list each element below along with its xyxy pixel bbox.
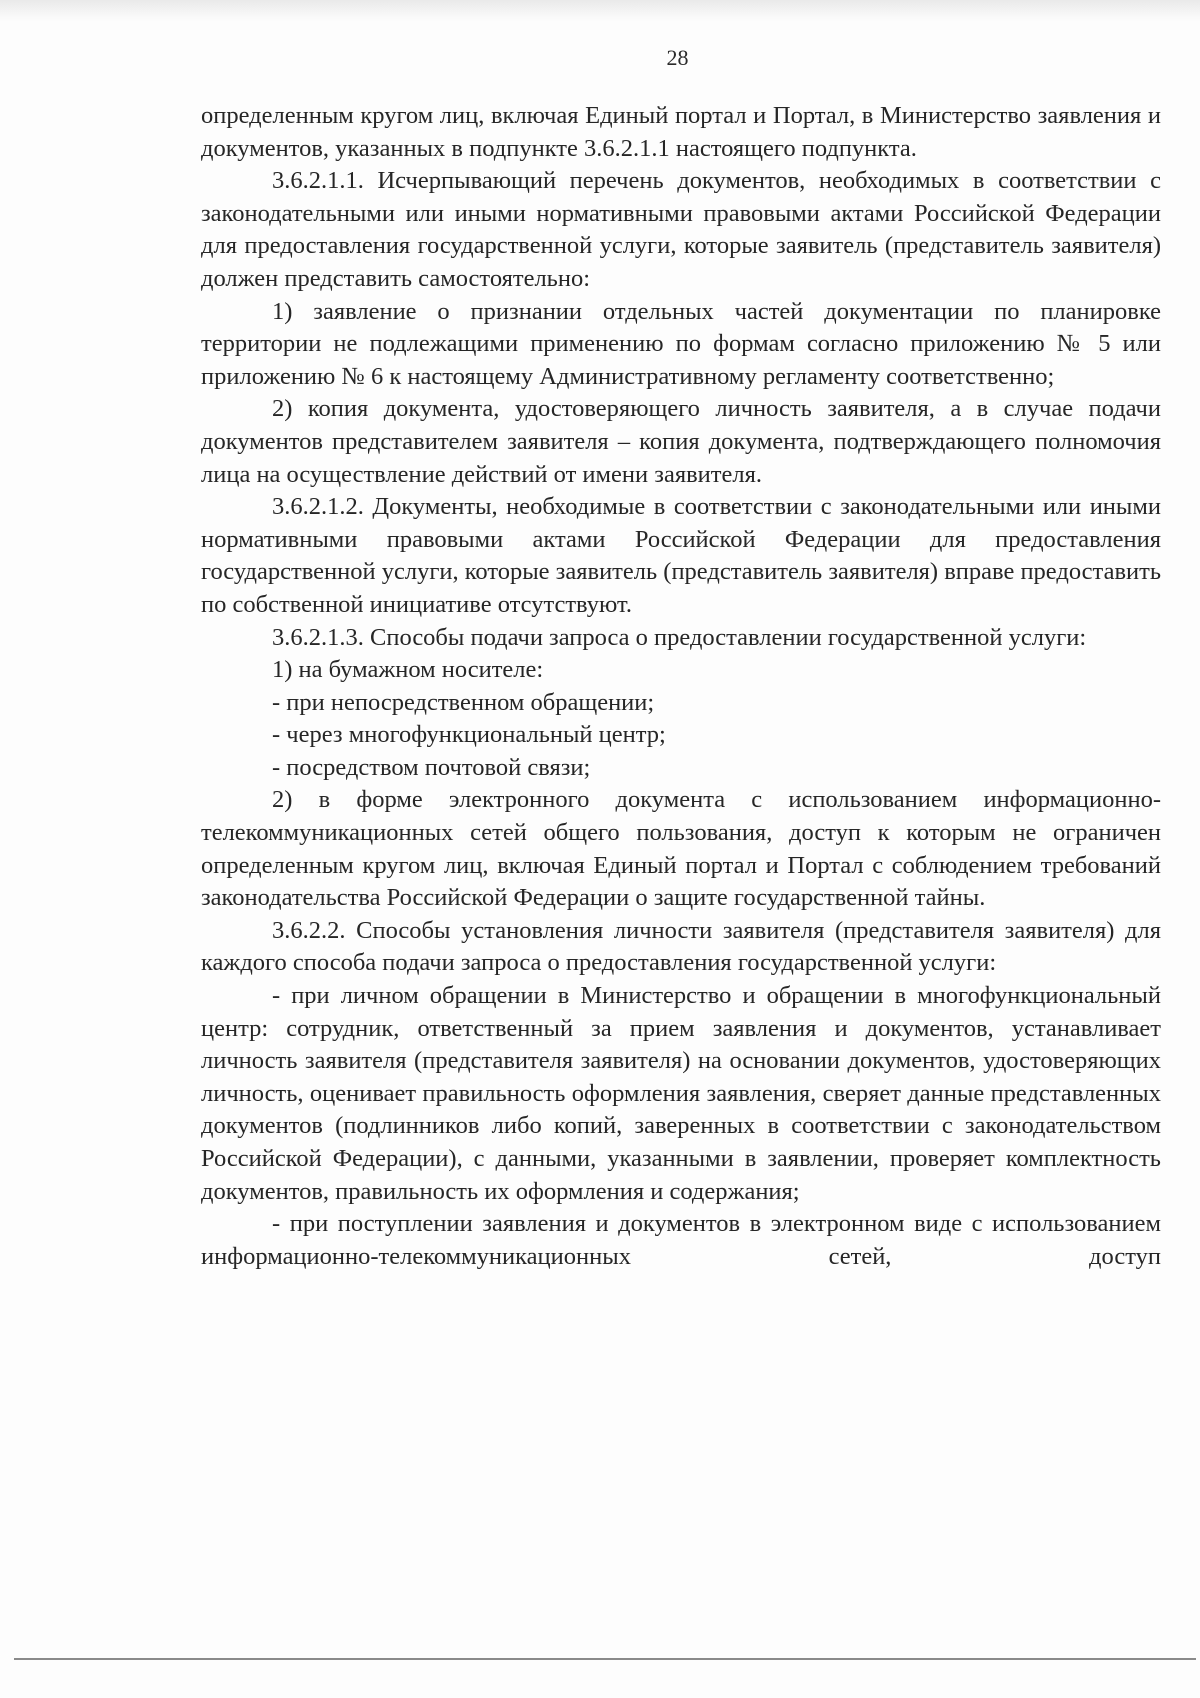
paragraph: - посредством почтовой связи; bbox=[272, 753, 591, 781]
paragraph: - при непосредственном обращении; bbox=[272, 688, 655, 716]
scan-edge-shadow bbox=[0, 0, 1200, 22]
paragraph: 3.6.2.1.3. Способы подачи запроса о предоставлении государственной услуги: bbox=[272, 623, 1087, 651]
paragraph: определенным кругом лиц, включая Единый портал и Портал, в Министерство заявления и документов, указанных в подпункте 3.6.2.1.1 настоящего подпункта. bbox=[201, 102, 1161, 162]
paragraph: 1) заявление о признании отдельных частей документации по планировке территории не подлежащими применению по формам согласно приложению № 5 или приложению № 6 к настоящему Административному регламенту соответственно; bbox=[201, 297, 1161, 390]
paragraph: - при поступлении заявления и документов в электронном виде с использованием информационно-телекоммуникационных сетей, доступ bbox=[201, 1210, 1161, 1270]
paragraph: 3.6.2.1.2. Документы, необходимые в соответствии с законодательными или иными нормативными правовыми актами Российской Федерации для предоставления государственной услуги, которые заявитель (представитель заявителя) вправе предоставить по собственной инициативе отсутствуют. bbox=[201, 493, 1161, 618]
paragraph: 3.6.2.1.1. Исчерпывающий перечень документов, необходимых в соответствии с законодательными или иными нормативными правовыми актами Российской Федерации для предоставления государственной услуги, которые заявитель (представитель заявителя) должен представить самостоятельно: bbox=[201, 167, 1161, 292]
document-body bbox=[201, 100, 1161, 1273]
paragraph: 2) копия документа, удостоверяющего личность заявителя, а в случае подачи документов представителем заявителя – копия документа, подтверждающего полномочия лица на осуществление действий от имени заявителя. bbox=[201, 395, 1161, 488]
paragraph: - через многофункциональный центр; bbox=[272, 721, 666, 749]
paragraph: 1) на бумажном носителе: bbox=[272, 656, 544, 684]
page-number: 28 bbox=[666, 45, 689, 70]
bottom-divider bbox=[14, 1658, 1196, 1660]
paragraph: 2) в форме электронного документа с использованием информационно-телекоммуникационных сетей общего пользования, доступ к которым не ограничен определенным кругом лиц, включая Единый портал и Портал с соблюдением требований законодательства Российской Федерации о защите государственной тайны. bbox=[201, 786, 1161, 912]
paragraph: - при личном обращении в Министерство и обращении в многофункциональный центр: сотрудник, ответственный за прием заявления и документов, устанавливает личность заявителя (представителя заявителя) на основании документов, удостоверяющих личность, оценивает правильность оформления заявления, сверяет данные представленных документов (подлинников либо копий, заверенных в соответствии с законодательством Российской Федерации), с данными, указанными в заявлении, проверяет комплектность документов, правильность их оформления и содержания; bbox=[201, 982, 1161, 1205]
paragraph: 3.6.2.2. Способы установления личности заявителя (представителя заявителя) для каждого способа подачи запроса о предоставления государственной услуги: bbox=[201, 916, 1161, 977]
